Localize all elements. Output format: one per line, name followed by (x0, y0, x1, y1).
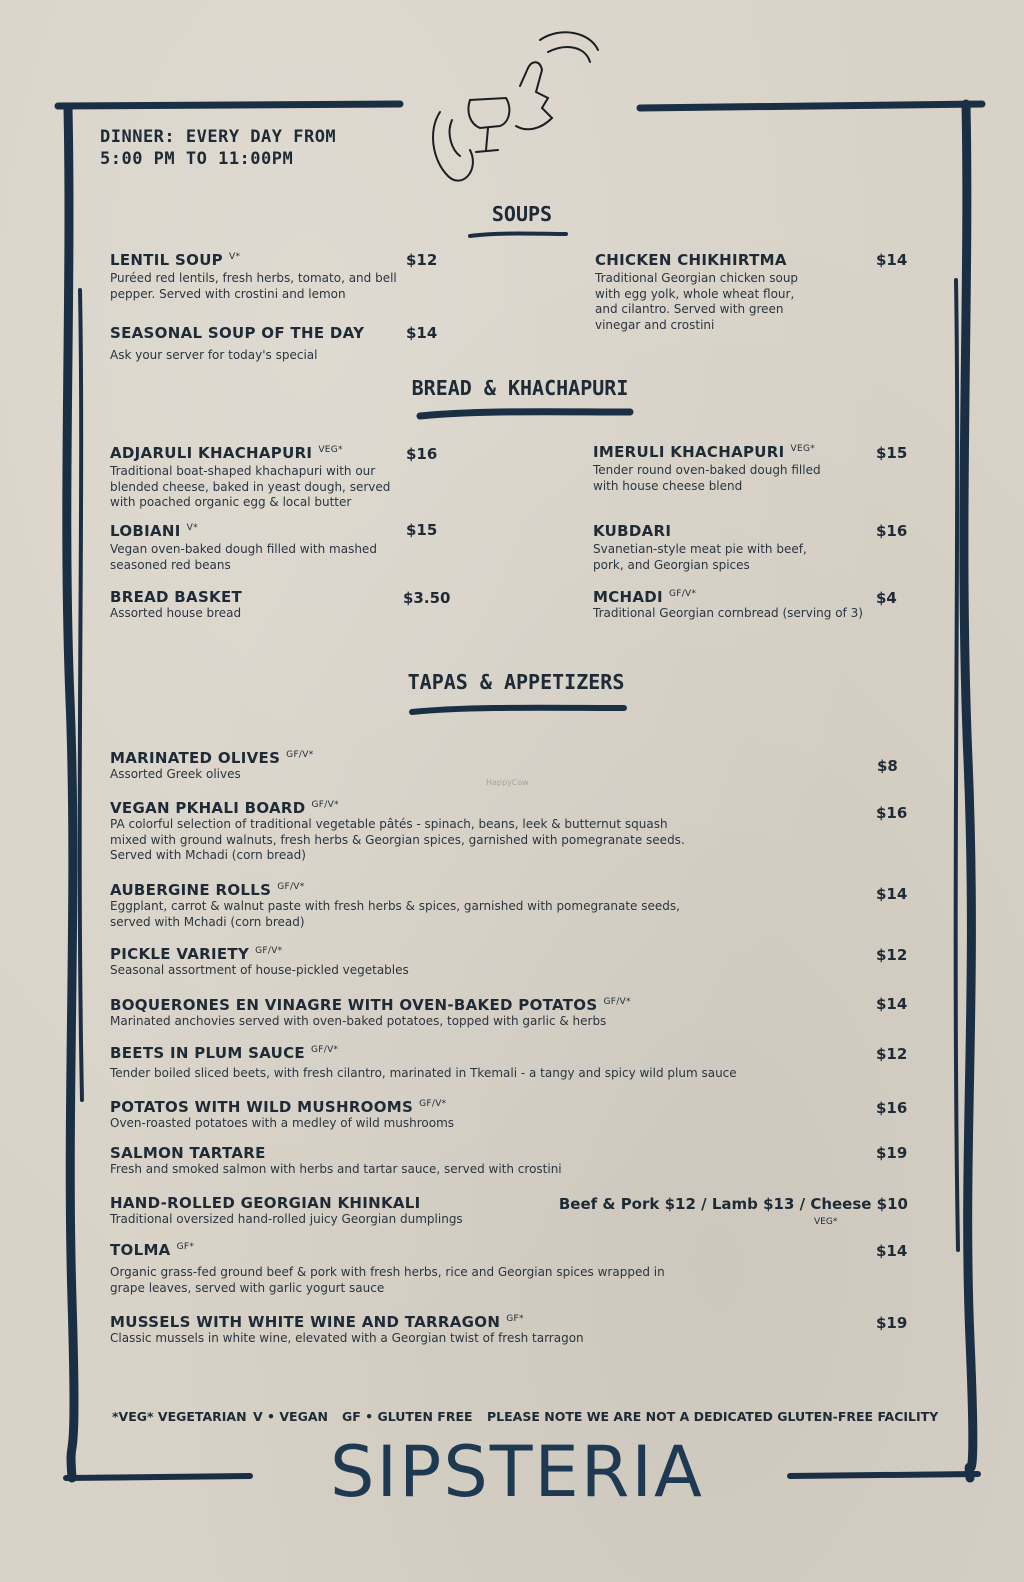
menu-item-tolma (110, 1241, 700, 1296)
soups-underline (470, 234, 566, 237)
diet-tag: VEG* (814, 1217, 838, 1227)
frame-left-inner (80, 290, 82, 1100)
diet-tag: V* (228, 252, 241, 262)
legend-gluten-free: GF • GLUTEN FREE (342, 1409, 473, 1424)
item-description: Svanetian-style meat pie with beef, pork, and Georgian spices (593, 542, 807, 572)
diet-tag: GF* (176, 1242, 195, 1252)
frame-top-left (58, 104, 400, 106)
item-price: $12 (406, 251, 438, 269)
diet-tag: GF/V* (603, 997, 631, 1007)
item-name: ADJARULI KHACHAPURI (110, 444, 313, 462)
diet-tag: VEG* (318, 445, 343, 455)
item-name: KUBDARI (593, 522, 672, 540)
menu-item-boquerones (110, 996, 850, 1030)
item-price: $19 (876, 1314, 908, 1332)
item-name: SEASONAL SOUP OF THE DAY (110, 324, 365, 342)
item-description: Ask your server for today's special (110, 348, 318, 362)
item-name: MARINATED OLIVES (110, 749, 281, 767)
diet-tag: GF/V* (311, 800, 339, 810)
menu-item-pickle-variety (110, 945, 810, 979)
item-price: Beef & Pork $12 / Lamb $13 / Cheese $10 (558, 1195, 908, 1213)
section-title-soups: SOUPS (491, 202, 553, 226)
item-name: AUBERGINE ROLLS (110, 881, 272, 899)
item-price: $16 (876, 522, 908, 540)
item-price: $3.50 (403, 589, 451, 607)
item-description: Eggplant, carrot & walnut paste with fresh herbs & spices, garnished with pomegranate seeds, served with Mchadi (corn bread) (110, 899, 680, 929)
item-name: SALMON TARTARE (110, 1144, 266, 1162)
item-description: Organic grass-fed ground beef & pork with fresh herbs, rice and Georgian spices wrapped in grape leaves, served with garlic yogurt sauce (110, 1265, 665, 1295)
item-description: Traditional Georgian chicken soup with egg yolk, whole wheat flour, and cilantro. Served with green vinegar and crostini (595, 271, 799, 332)
menu-item-salmon-tartare (110, 1144, 810, 1178)
item-description: Classic mussels in white wine, elevated with a Georgian twist of fresh tarragon (110, 1331, 584, 1345)
item-description: Traditional boat-shaped khachapuri with our blended cheese, baked in yeast dough, served with poached organic egg & local butter (110, 464, 391, 509)
menu-item-mussels (110, 1313, 830, 1347)
item-price: $12 (876, 1045, 908, 1063)
item-description: Puréed red lentils, fresh herbs, tomato, and bell pepper. Served with crostini and lemon (110, 271, 397, 301)
menu-item-lentil-soup (110, 251, 400, 302)
watermark: HappyCow (486, 778, 529, 787)
tapas-underline (412, 708, 624, 712)
menu-item-kubdari (593, 522, 833, 573)
item-name: VEGAN PKHALI BOARD (110, 799, 306, 817)
item-description: Traditional oversized hand-rolled juicy Georgian dumplings (110, 1212, 463, 1226)
item-price: $12 (876, 946, 908, 964)
item-name: BREAD BASKET (110, 588, 243, 606)
brand-logo: SIPSTERIA (330, 1431, 704, 1513)
menu-item-potatos-wild-mushrooms (110, 1098, 810, 1132)
diet-tag: GF/V* (277, 882, 305, 892)
item-price: $19 (876, 1144, 908, 1162)
diet-tag: GF* (506, 1314, 524, 1324)
item-price: $16 (876, 1099, 908, 1117)
menu-item-bread-basket (110, 588, 400, 622)
item-price: $14 (876, 885, 908, 903)
item-price: $16 (876, 804, 908, 822)
item-description: Assorted Greek olives (110, 767, 241, 781)
menu-item-seasonal-soup (110, 324, 410, 364)
wine-sipper-illustration (433, 32, 598, 180)
item-name: BEETS IN PLUM SAUCE (110, 1044, 305, 1062)
section-title-tapas: TAPAS & APPETIZERS (407, 670, 625, 694)
item-description: Fresh and smoked salmon with herbs and tartar sauce, served with crostini (110, 1162, 562, 1176)
diet-tag: GF/V* (419, 1099, 447, 1109)
item-price: $14 (876, 1242, 908, 1260)
item-description: Assorted house bread (110, 606, 242, 620)
item-name: PICKLE VARIETY (110, 945, 250, 963)
item-price: $14 (876, 995, 908, 1013)
menu-item-imeruli-khachapuri (593, 443, 823, 494)
item-name: POTATOS WITH WILD MUSHROOMS (110, 1098, 414, 1116)
item-name: BOQUERONES EN VINAGRE WITH OVEN-BAKED POTATOS (110, 996, 598, 1014)
item-price: $16 (406, 445, 438, 463)
menu-item-khinkali (110, 1194, 570, 1228)
frame-bottom-right (790, 1474, 978, 1476)
legend-vegetarian: *VEG* VEGETARIAN (112, 1409, 247, 1424)
item-name: MCHADI (593, 588, 663, 606)
item-price: $4 (876, 589, 897, 607)
item-description: Traditional Georgian cornbread (serving of 3) (593, 606, 863, 620)
menu-item-adjaruli-khachapuri (110, 444, 402, 511)
item-description: Marinated anchovies served with oven-baked potatoes, topped with garlic & herbs (110, 1014, 607, 1028)
legend-vegan: V • VEGAN (253, 1409, 328, 1424)
bread-underline (420, 412, 630, 416)
item-price: $14 (406, 324, 438, 342)
item-description: PA colorful selection of traditional vegetable pâtés - spinach, beans, leek & butternut squash mixed with ground walnuts, fresh herbs & Georgian spices, garnished with pomegranate seeds. Served with Mchadi (corn bread) (110, 817, 685, 862)
diet-tag: VEG* (790, 444, 816, 454)
item-price: $8 (877, 757, 898, 775)
item-name: HAND-ROLLED GEORGIAN KHINKALI (110, 1194, 421, 1212)
frame-right-inner (956, 280, 958, 1250)
item-description: Vegan oven-baked dough filled with mashed seasoned red beans (110, 542, 377, 572)
item-name: MUSSELS WITH WHITE WINE AND TARRAGON (110, 1313, 501, 1331)
menu-item-vegan-pkhali-board (110, 799, 690, 864)
menu-item-beets-in-plum-sauce (110, 1044, 860, 1082)
item-name: LOBIANI (110, 522, 181, 540)
diet-tag: GF/V* (668, 589, 697, 599)
item-price: $15 (876, 444, 908, 462)
item-description: Tender boiled sliced beets, with fresh cilantro, marinated in Tkemali - a tangy and spicy wild plum sauce (110, 1066, 737, 1080)
legend-facility-note: PLEASE NOTE WE ARE NOT A DEDICATED GLUTEN-FREE FACILITY (487, 1409, 939, 1424)
menu-item-chicken-chikhirtma (595, 251, 815, 333)
item-name: TOLMA (110, 1241, 171, 1259)
section-title-bread: BREAD & KHACHAPURI (411, 376, 629, 400)
diet-tag: V* (186, 523, 198, 533)
dinner-hours: DINNER: EVERY DAY FROM 5:00 PM TO 11:00PM (100, 127, 337, 169)
menu-item-marinated-olives (110, 749, 810, 783)
item-description: Seasonal assortment of house-pickled vegetables (110, 963, 409, 977)
item-description: Tender round oven-baked dough filled with house cheese blend (593, 463, 821, 493)
frame-right (964, 104, 973, 1478)
frame-top-right (640, 104, 982, 108)
item-price: $14 (876, 251, 908, 269)
item-name: CHICKEN CHIKHIRTMA (595, 251, 787, 269)
item-name: IMERULI KHACHAPURI (593, 443, 785, 461)
diet-tag: GF/V* (286, 750, 314, 760)
menu-item-aubergine-rolls (110, 881, 700, 930)
diet-tag: GF/V* (255, 946, 283, 956)
item-name: LENTIL SOUP (110, 251, 223, 269)
menu-item-lobiani (110, 522, 400, 573)
item-price: $15 (406, 521, 438, 539)
frame-left (67, 108, 74, 1478)
item-description: Oven-roasted potatoes with a medley of wild mushrooms (110, 1116, 455, 1130)
frame-bottom-left (66, 1476, 250, 1478)
menu-item-mchadi (593, 588, 883, 622)
diet-tag: GF/V* (310, 1045, 339, 1055)
